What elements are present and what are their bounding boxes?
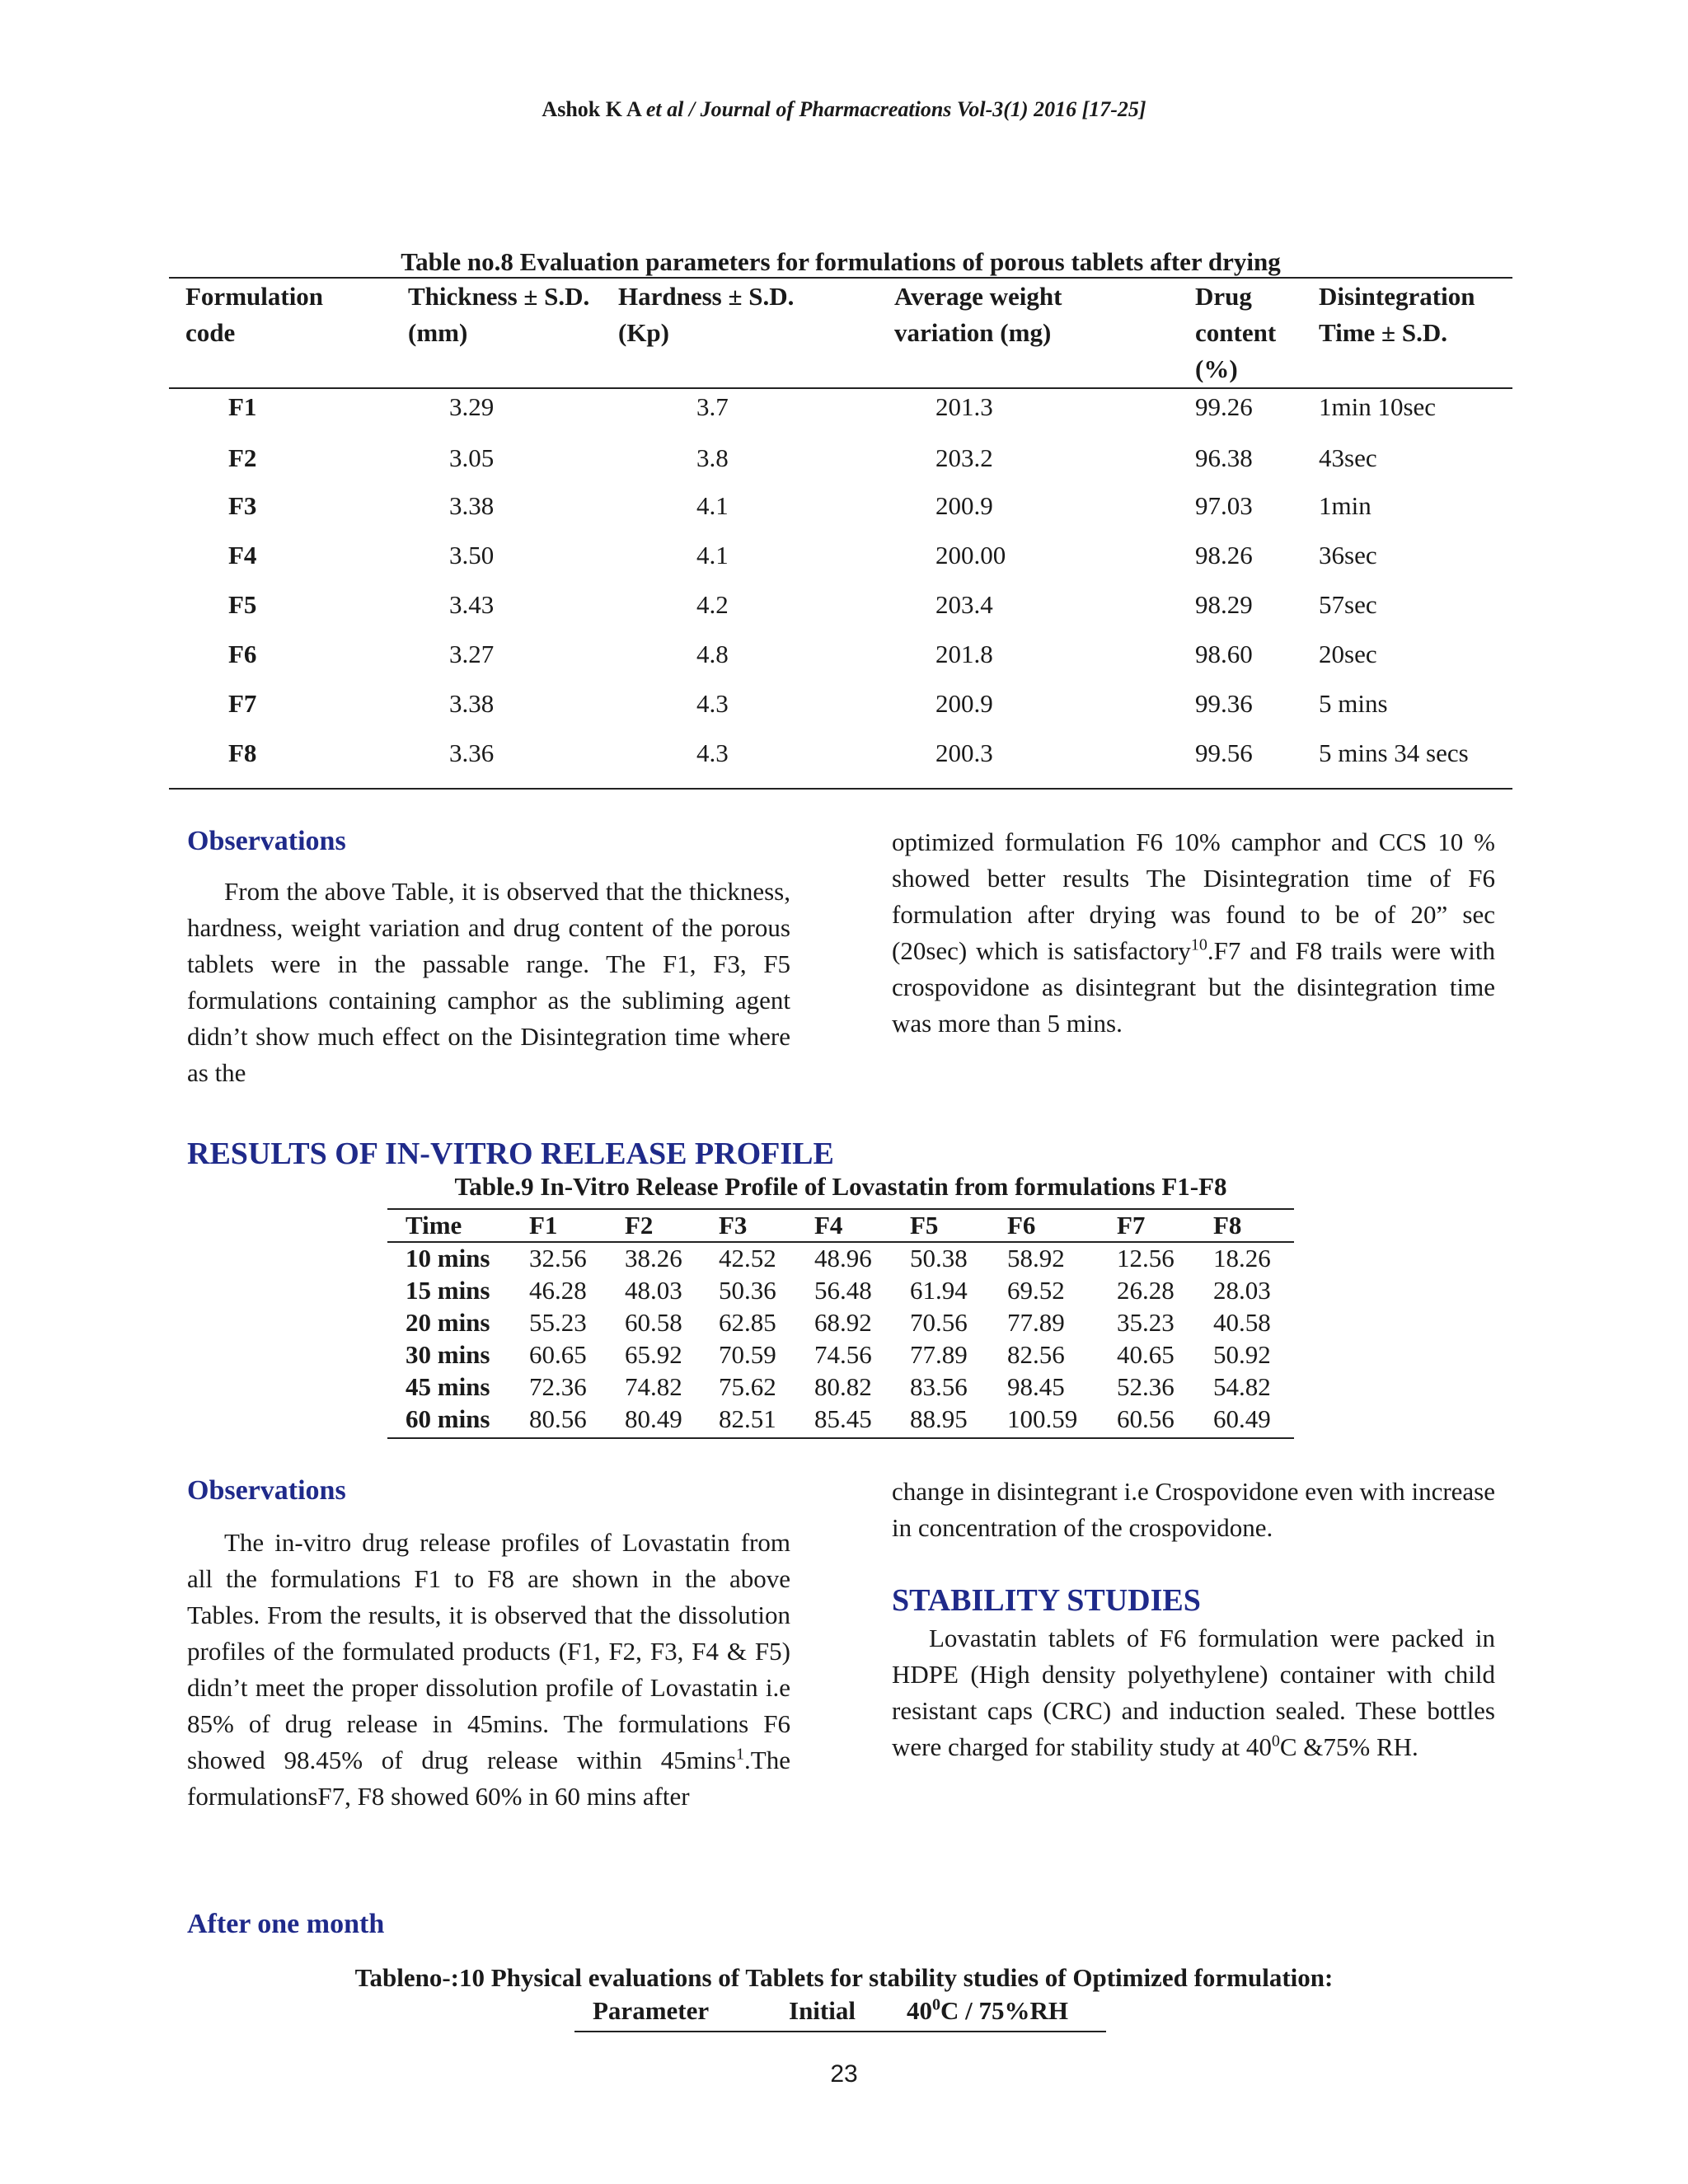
table-9-cell: 50.92 — [1213, 1340, 1271, 1369]
table-8-cell: 200.3 — [935, 738, 993, 767]
table-8-cell: 20sec — [1319, 640, 1377, 668]
table-9-cell: 62.85 — [719, 1308, 776, 1337]
table-8-header-cell: content — [1195, 318, 1277, 347]
table-8-cell: 203.2 — [935, 443, 993, 472]
table-9-cell: 12.56 — [1117, 1244, 1175, 1272]
table-8-cell: 5 mins 34 secs — [1319, 738, 1469, 767]
table-8-cell: 36sec — [1319, 541, 1377, 569]
table-9-cell: 35.23 — [1117, 1308, 1175, 1337]
table-8-row-label: F4 — [228, 541, 257, 569]
observations-paragraph-right: optimized formulation F6 10% camphor and CCS 10 % showed better results The Disintegration time of F6 formulation after drying was found to be of 20” sec (20sec) which is satisfactory$^{10}$.F7 and F8 trails were with crospovidone as disintegrant but the disintegration time was more than 5 mins. — [892, 827, 1495, 1038]
table-8-cell: 98.29 — [1195, 590, 1253, 619]
table-8-row-label: F8 — [228, 738, 257, 767]
table-8-header-cell: (%) — [1195, 354, 1238, 383]
table-9-cell: 40.65 — [1117, 1340, 1175, 1369]
table-8-cell: 99.36 — [1195, 689, 1253, 718]
table-9-header-cell: F2 — [625, 1211, 654, 1240]
table-8-row-label: F6 — [228, 640, 257, 668]
table-rule — [169, 387, 1512, 389]
table-8-header-cell: variation (mg) — [894, 318, 1052, 347]
table-8-cell: 3.29 — [449, 392, 495, 421]
table-9-cell: 75.62 — [719, 1372, 776, 1401]
table-8-cell: 4.1 — [696, 541, 729, 569]
table-9-cell: 52.36 — [1117, 1372, 1175, 1401]
table-8-cell: 4.1 — [696, 491, 729, 520]
table-9-cell: 42.52 — [719, 1244, 776, 1272]
table-10-header-parameter: Parameter — [593, 1996, 710, 2025]
table-9-cell: 77.89 — [1007, 1308, 1065, 1337]
table-9-cell: 48.03 — [625, 1276, 682, 1305]
table-8-header-cell: Time ± S.D. — [1319, 318, 1447, 347]
table-8-header-cell: (Kp) — [618, 318, 669, 347]
table-9-cell: 80.82 — [814, 1372, 872, 1401]
table-9-cell: 82.56 — [1007, 1340, 1065, 1369]
table-9-row-label: 10 mins — [406, 1244, 490, 1272]
table-8-caption: Table no.8 Evaluation parameters for formulations of porous tablets after drying — [401, 247, 1281, 276]
table-8-header-cell: Average weight — [894, 282, 1062, 311]
table-9-cell: 50.38 — [910, 1244, 968, 1272]
table-8-cell: 4.3 — [696, 689, 729, 718]
after-one-month-heading: After one month — [187, 1909, 385, 1939]
table-8-header-cell: Disintegration — [1319, 282, 1475, 311]
table-9-cell: 68.92 — [814, 1308, 872, 1337]
stability-heading: STABILITY STUDIES — [892, 1583, 1201, 1618]
table-9-header-cell: Time — [406, 1211, 462, 1240]
table-rule — [387, 1437, 1294, 1439]
table-9-cell: 28.03 — [1213, 1276, 1271, 1305]
table-9-cell: 38.26 — [625, 1244, 682, 1272]
table-9-row-label: 20 mins — [406, 1308, 490, 1337]
page-number: 23 — [830, 2060, 858, 2088]
table-8-cell: 43sec — [1319, 443, 1377, 472]
table-9-cell: 60.65 — [529, 1340, 587, 1369]
table-9-cell: 55.23 — [529, 1308, 587, 1337]
table-9-cell: 46.28 — [529, 1276, 587, 1305]
table-9-cell: 65.92 — [625, 1340, 682, 1369]
table-9-row-label: 60 mins — [406, 1404, 490, 1433]
table-9-cell: 61.94 — [910, 1276, 968, 1305]
table-8-cell: 57sec — [1319, 590, 1377, 619]
table-8-cell: 99.26 — [1195, 392, 1253, 421]
table-9-cell: 83.56 — [910, 1372, 968, 1401]
table-9-cell: 77.89 — [910, 1340, 968, 1369]
table-9-cell: 85.45 — [814, 1404, 872, 1433]
table-8-cell: 97.03 — [1195, 491, 1253, 520]
table-8-row-label: F5 — [228, 590, 257, 619]
table-9-cell: 70.59 — [719, 1340, 776, 1369]
observations-heading-2: Observations — [187, 1475, 346, 1506]
table-8-cell: 98.26 — [1195, 541, 1253, 569]
table-9-caption: Table.9 In-Vitro Release Profile of Lovastatin from formulations F1-F8 — [454, 1172, 1227, 1201]
table-8-header-cell: Hardness ± S.D. — [618, 282, 795, 311]
table-9-cell: 50.36 — [719, 1276, 776, 1305]
table-9-row-label: 15 mins — [406, 1276, 490, 1305]
running-head: Ashok K A et al / Journal of Pharmacreations Vol-3(1) 2016 [17-25] — [542, 97, 1146, 121]
table-9-cell: 60.58 — [625, 1308, 682, 1337]
table-8-cell: 1min — [1319, 491, 1372, 520]
table-9-header-cell: F1 — [529, 1211, 558, 1240]
table-9-cell: 32.56 — [529, 1244, 587, 1272]
table-8-cell: 3.43 — [449, 590, 495, 619]
table-rule — [387, 1241, 1294, 1243]
table-8-header-cell: Drug — [1195, 282, 1252, 311]
table-8-header-cell: Thickness ± S.D. — [408, 282, 590, 311]
table-8-cell: 3.36 — [449, 738, 495, 767]
observations-2-paragraph-left: The in-vitro drug release profiles of Lovastatin from all the formulations F1 to F8 are shown in the above Tables. From the results, it is observed that the dissolution profiles of the formulated products (F1, F2, F3, F4 & F5) didn’t meet the proper dissolution profile of Lovastatin i.e 85% of drug release in 45mins. The formulations F6 showed 98.45% of drug release within 45mins$^1$.The formulationsF7, F8 showed 60% in 60 mins after — [187, 1528, 790, 1811]
table-9-cell: 100.59 — [1007, 1404, 1078, 1433]
table-8-row-label: F3 — [228, 491, 257, 520]
table-9-cell: 18.26 — [1213, 1244, 1271, 1272]
table-8-cell: 96.38 — [1195, 443, 1253, 472]
table-10-header-initial: Initial — [789, 1996, 856, 2025]
table-9-cell: 80.56 — [529, 1404, 587, 1433]
table-9-cell: 54.82 — [1213, 1372, 1271, 1401]
results-heading: RESULTS OF IN-VITRO RELEASE PROFILE — [187, 1137, 834, 1171]
table-8-cell: 3.50 — [449, 541, 495, 569]
table-8-row-label: F7 — [228, 689, 257, 718]
table-8-cell: 1min 10sec — [1319, 392, 1437, 421]
table-8-cell: 3.7 — [696, 392, 729, 421]
table-8-cell: 4.3 — [696, 738, 729, 767]
table-9-cell: 82.51 — [719, 1404, 776, 1433]
table-8-cell: 200.9 — [935, 491, 993, 520]
table-8-row-label: F1 — [228, 392, 257, 421]
table-9-cell: 56.48 — [814, 1276, 872, 1305]
table-9-cell: 74.56 — [814, 1340, 872, 1369]
table-8-cell: 3.8 — [696, 443, 729, 472]
observations-2-paragraph-right: change in disintegrant i.e Crospovidone even with increase in concentration of the crospovidone. — [892, 1477, 1495, 1542]
table-8-header-cell: (mm) — [408, 318, 468, 347]
table-rule — [169, 788, 1512, 790]
stability-paragraph: Lovastatin tablets of F6 formulation were packed in HDPE (High density polyethylene) container with child resistant caps (CRC) and induction sealed. These bottles were charged for stability study at $40^0C$ &75% RH. — [892, 1624, 1495, 1761]
table-9-cell: 69.52 — [1007, 1276, 1065, 1305]
table-9-cell: 70.56 — [910, 1308, 968, 1337]
table-9-cell: 98.45 — [1007, 1372, 1065, 1401]
table-8-cell: 98.60 — [1195, 640, 1253, 668]
table-8-cell: 200.9 — [935, 689, 993, 718]
table-9-cell: 80.49 — [625, 1404, 682, 1433]
table-9-header-cell: F7 — [1117, 1211, 1146, 1240]
table-9-cell: 60.56 — [1117, 1404, 1175, 1433]
table-8-cell: 3.38 — [449, 689, 495, 718]
table-9-row-label: 45 mins — [406, 1372, 490, 1401]
table-8-cell: 201.3 — [935, 392, 993, 421]
table-8-cell: 3.27 — [449, 640, 495, 668]
table-10-caption: Tableno-:10 Physical evaluations of Tablets for stability studies of Optimized formulation: — [354, 1963, 1334, 1992]
table-8-cell: 3.38 — [449, 491, 495, 520]
table-9-header-cell: F5 — [910, 1211, 939, 1240]
table-9-cell: 40.58 — [1213, 1308, 1271, 1337]
table-8-cell: 5 mins — [1319, 689, 1388, 718]
table-9-cell: 26.28 — [1117, 1276, 1175, 1305]
table-9-cell: 48.96 — [814, 1244, 872, 1272]
table-8-header-cell: Formulation — [185, 282, 324, 311]
table-8-row-label: F2 — [228, 443, 257, 472]
observations-heading: Observations — [187, 826, 346, 856]
table-9-cell: 74.82 — [625, 1372, 682, 1401]
table-9-header-cell: F6 — [1007, 1211, 1036, 1240]
table-9-cell: 72.36 — [529, 1372, 587, 1401]
table-8-cell: 200.00 — [935, 541, 1006, 569]
table-rule — [574, 2031, 1106, 2032]
table-rule — [169, 277, 1512, 279]
table-9-header-cell: F3 — [719, 1211, 748, 1240]
table-8-cell: 203.4 — [935, 590, 993, 619]
table-8-cell: 4.8 — [696, 640, 729, 668]
table-9-header-cell: F8 — [1213, 1211, 1242, 1240]
table-9-cell: 58.92 — [1007, 1244, 1065, 1272]
table-8-header-cell: code — [185, 318, 236, 347]
table-10-header-condition: $40^0C / 75\%RH$ — [907, 1995, 1068, 2025]
table-9-header-cell: F4 — [814, 1211, 843, 1240]
table-9-cell: 60.49 — [1213, 1404, 1271, 1433]
table-8-cell: 99.56 — [1195, 738, 1253, 767]
table-8-cell: 3.05 — [449, 443, 495, 472]
table-8-cell: 201.8 — [935, 640, 993, 668]
table-8-cell: 4.2 — [696, 590, 729, 619]
table-9-row-label: 30 mins — [406, 1340, 490, 1369]
observations-paragraph-left: From the above Table, it is observed that the thickness, hardness, weight variation and drug content of the porous tablets were in the passable range. The F1, F3, F5 formulations containing camphor as the subliming agent didn’t show much effect on the Disintegration time where as the — [187, 877, 790, 1087]
table-9-cell: 88.95 — [910, 1404, 968, 1433]
